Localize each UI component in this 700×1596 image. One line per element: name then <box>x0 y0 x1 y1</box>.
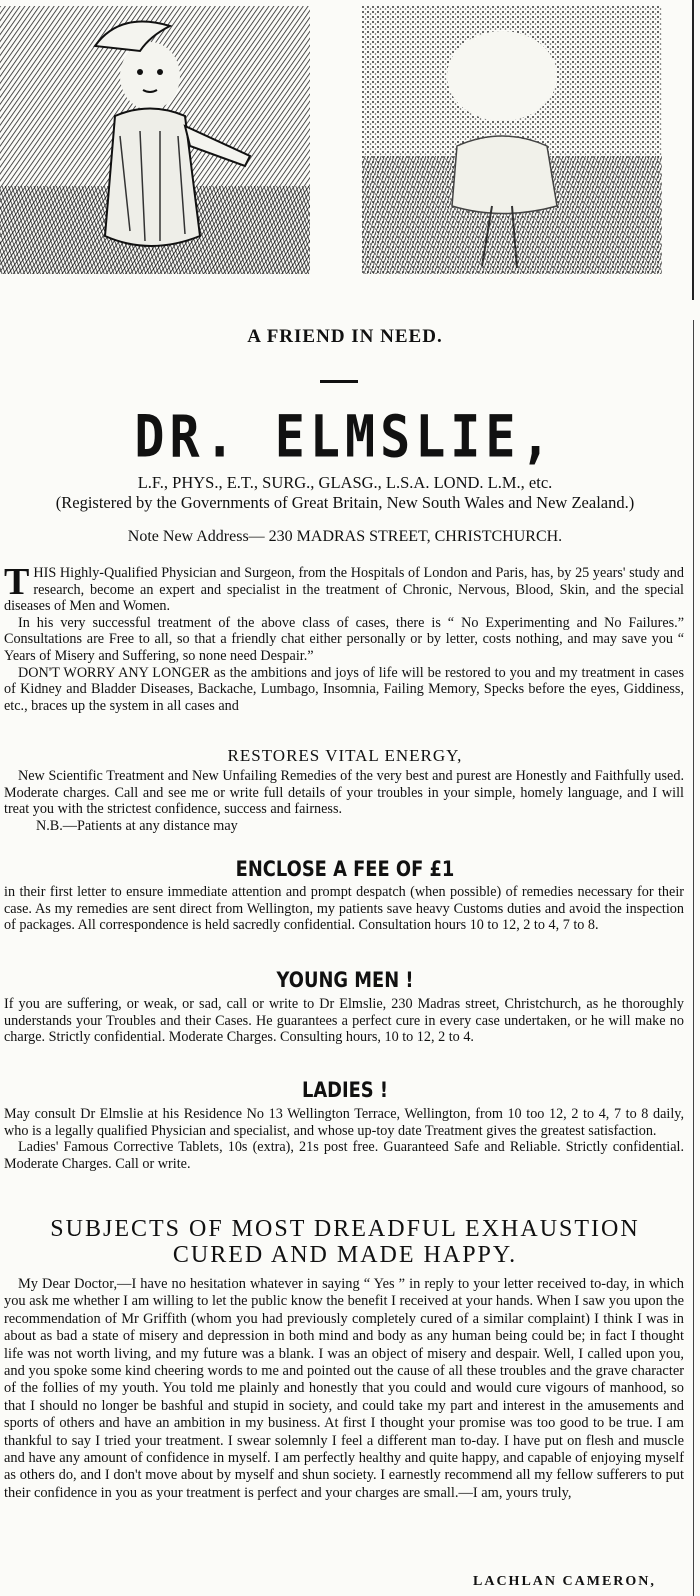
testimonial-signature: LACHLAN CAMERON, <box>473 1574 656 1589</box>
column-rule-top <box>692 0 694 300</box>
intro-paragraph-2: In his very successful treatment of the above class of cases, there is “ No Experimenting and No Failures.” Consultations are Free to all, so that a friendly chat either personally or by letter, costs nothing, and may save you “ Years of Misery and Suffering, so none need Despair.” <box>4 614 684 664</box>
ladies-heading: LADIES ! <box>301 1078 389 1102</box>
fee-section <box>4 884 684 934</box>
qualifications-line: L.F., PHYS., E.T., SURG., GLASG., L.S.A. LOND. L.M., etc. <box>137 473 553 492</box>
qualifications <box>0 473 690 513</box>
testimonial-heading-line-2: CURED AND MADE HAPPY. <box>172 1242 518 1268</box>
engraving-landscape <box>362 6 662 274</box>
young-men-section <box>4 996 684 1046</box>
divider <box>320 380 358 383</box>
drop-cap: T <box>4 561 30 603</box>
column-rule <box>693 320 694 1596</box>
fee-paragraph: in their first letter to ensure immediate attention and prompt despatch (when possible) of remedies necessary for their case. As my remedies are sent direct from Wellington, my patients save heavy Customs duties and avoid the inspection of packages. All correspondence is held sacredly confidential. Consultation hours 10 to 12, 2 to 4, 7 to 8. <box>4 884 684 934</box>
intro-section <box>4 561 684 714</box>
vital-heading: RESTORES VITAL ENERGY, <box>227 746 463 765</box>
testimonial-section <box>4 1276 684 1502</box>
ladies-paragraph-2: Ladies' Famous Corrective Tablets, 10s (extra), 21s post free. Guaranteed Safe and Reliable. Strictly confidential. Moderate Charges. Call or write. <box>4 1139 684 1172</box>
testimonial-heading-line-1: SUBJECTS OF MOST DREADFUL EXHAUSTION <box>50 1216 640 1242</box>
fee-heading: ENCLOSE A FEE OF £1 <box>235 857 455 881</box>
address: Note New Address— 230 MADRAS STREET, CHRISTCHURCH. <box>127 528 563 545</box>
testimonial-heading <box>0 1216 690 1268</box>
registration-note: (Registered by the Governments of Great Britain, New South Wales and New Zealand.) <box>55 493 635 512</box>
testimonial-letter: My Dear Doctor,—I have no hesitation whatever in saying “ Yes ” in reply to your letter received to-day, in which you ask me whether I am willing to let the public know the benefit I received at your hands. When I saw you upon the recommendation of Mr Griffith (whom you had previously completely cured of a similar complaint) I think I was in about as bad a state of misery and depression in both mind and body as any human being could be; in fact I thought life was not worth living, and my future was a blank. I was an object of misery and despair. Well, I called upon you, and you spoke some kind cheering words to me and pointed out the cause of all these troubles and the grave character of the follies of my youth. You told me plainly and honestly that you could and would cure vigours of manhood, so that I should no longer be bashful and stupid in society, and could take my part and interest in the amusements and sports of others and have an ambition in my business. At first I thought your promise was too good to be true. I am thankful to say I tried your treatment. I swear solemnly I feel a different man to-day. I have put on flesh and muscle and have any amount of confidence in myself. I am perfectly healthy and quite happy, and capable of enjoying myself as others do, and I don't move about by myself and shun society. I earnestly recommend all my fellow sufferers to put their confidence in you as your treatment is perfect and your charges are small.—I am, yours truly, <box>4 1276 684 1501</box>
ad-title: A FRIEND IN NEED. <box>247 326 443 347</box>
doctor-name: DR. ELMSLIE, <box>134 403 556 471</box>
vital-section <box>4 768 684 834</box>
engraving-classical-figure <box>0 6 310 274</box>
vital-paragraph-1: New Scientific Treatment and New Unfailing Remedies of the very best and purest are Honestly and Faithfully used. Moderate charges. Call and see me or write full details of your troubles in your simple, homely language, and I will treat you with the strictest confidence, success and fairness. <box>4 768 684 818</box>
young-men-paragraph: If you are suffering, or weak, or sad, call or write to Dr Elmslie, 230 Madras street, Christchurch, as he thoroughly understands your Troubles and their Cases. He guarantees a perfect cure in every case undertaken, or he will make no charge. Strictly confidential. Moderate Charges. Consulting hours, 10 to 12, 2 to 4. <box>4 996 684 1046</box>
intro-paragraph-1: HIS Highly-Qualified Physician and Surgeon, from the Hospitals of London and Paris, has, by 25 years' study and research, become an expert and specialist in the treatment of Chronic, Nervous, Blood, Skin, and the special diseases of Men and Women. <box>4 565 684 615</box>
intro-paragraph-3: DON'T WORRY ANY LONGER as the ambitions and joys of life will be restored to you and my treatment in cases of Kidney and Bladder Diseases, Backache, Lumbago, Insomnia, Failing Memory, Specks before the eyes, Giddiness, etc., braces up the system in all cases and <box>4 664 684 714</box>
vital-paragraph-2: N.B.—Patients at any distance may <box>36 817 238 834</box>
ladies-paragraph-1: May consult Dr Elmslie at his Residence No 13 Wellington Terrace, Wellington, from 10 too 12, 2 to 4, 7 to 8 daily, who is a legally qualified Physician and specialist, and whose up-toy date Treatment gives the greatest satisfaction. <box>4 1106 684 1139</box>
ladies-section <box>4 1106 684 1172</box>
young-men-heading: YOUNG MEN ! <box>276 968 414 992</box>
